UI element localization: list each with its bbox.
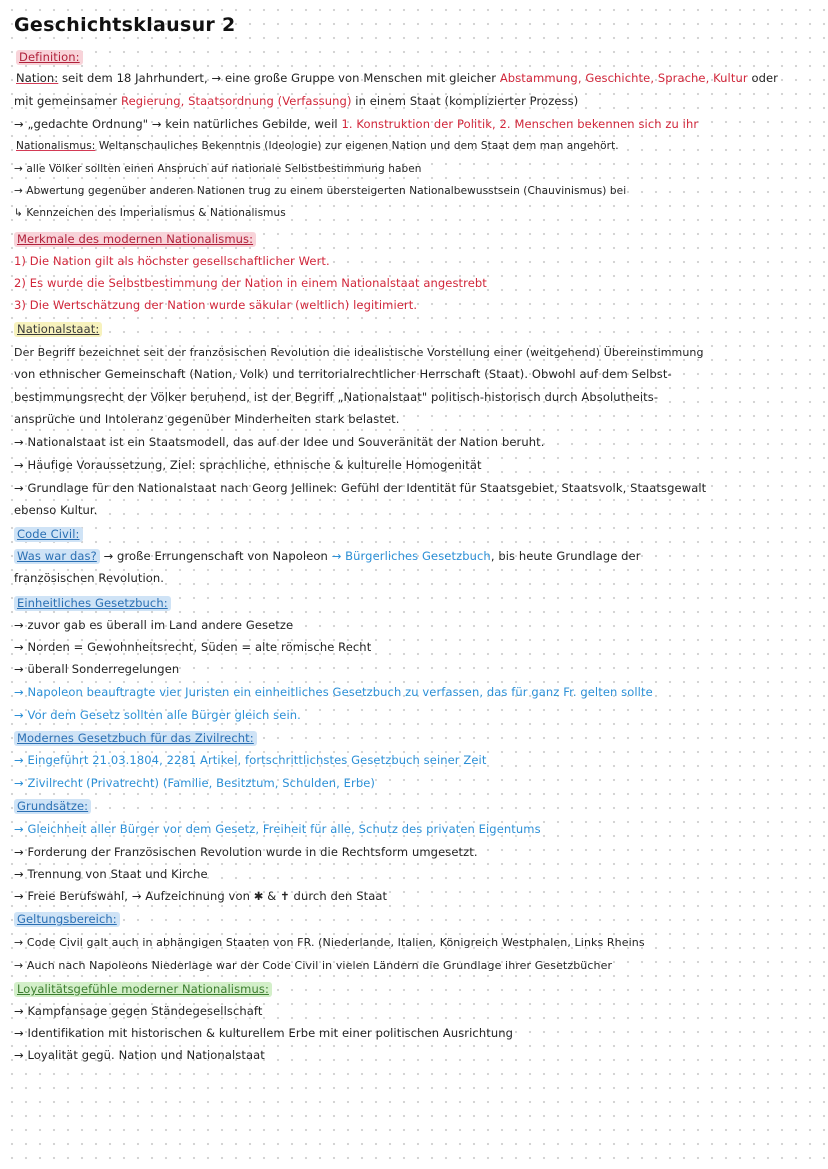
- grundsaetze-heading: Grundsätze:: [14, 799, 91, 814]
- list-item: → Vor dem Gesetz sollten alle Bürger gleich sein.: [14, 708, 301, 722]
- page-title: Geschichtsklausur 2: [14, 14, 236, 36]
- code-civil-question: Was war das? → große Errungenschaft von Napoleon → Bürgerliches Gesetzbuch, bis heute Grundlage der: [14, 549, 641, 564]
- merkmal-item: 1) Die Nation gilt als höchster gesellschaftlicher Wert.: [14, 254, 330, 268]
- nationalismus-label: Nationalismus:: [16, 140, 96, 152]
- list-item: → Kampfansage gegen Ständegesellschaft: [14, 1004, 263, 1018]
- nation-line: Nation: seit dem 18 Jahrhundert, → eine große Gruppe von Menschen mit gleicher Abstammung, Geschichte, Sprache, Kultur oder: [16, 71, 778, 85]
- list-item: → zuvor gab es überall im Land andere Gesetze: [14, 618, 294, 632]
- code-civil-heading: Code Civil:: [14, 527, 83, 542]
- list-item: → überall Sonderregelungen: [14, 662, 180, 676]
- paragraph-line: ansprüche und Intoleranz gegenüber Minderheiten stark belastet.: [14, 412, 400, 426]
- list-item: → Loyalität gegü. Nation und Nationalstaat: [14, 1048, 265, 1062]
- list-item: ↳ Kennzeichen des Imperialismus & Nationalismus: [14, 207, 286, 219]
- list-item: → Eingeführt 21.03.1804, 2281 Artikel, fortschrittlichstes Gesetzbuch seiner Zeit: [14, 753, 487, 767]
- modern-heading: Modernes Gesetzbuch für das Zivilrecht:: [14, 731, 257, 746]
- list-item: → Abwertung gegenüber anderen Nationen trug zu einem übersteigerten Nationalbewusstsein (Chauvinismus) bei: [14, 185, 627, 197]
- list-item: → alle Völker sollten einen Anspruch auf nationale Selbstbestimmung haben: [14, 163, 422, 175]
- merkmale-heading: Merkmale des modernen Nationalismus:: [14, 232, 256, 247]
- nation-label: Nation:: [16, 71, 59, 85]
- nationalstaat-heading: Nationalstaat:: [14, 322, 102, 337]
- list-item: → Freie Berufswahl, → Aufzeichnung von ✱ & ✝ durch den Staat: [14, 889, 388, 903]
- list-item: französischen Revolution.: [14, 571, 165, 585]
- paragraph-line: bestimmungsrecht der Völker beruhend, ist der Begriff „Nationalstaat" politisch-historisch durch Absolutheits-: [14, 390, 659, 404]
- nation-line-3: → „gedachte Ordnung" → kein natürliches Gebilde, weil 1. Konstruktion der Politik, 2. Menschen bekennen sich zu ihr: [14, 117, 699, 131]
- list-item: → Trennung von Staat und Kirche: [14, 867, 208, 881]
- list-item: → Nationalstaat ist ein Staatsmodell, das auf der Idee und Souveränität der Nation beruht.: [14, 435, 545, 449]
- paragraph-line: Der Begriff bezeichnet seit der französischen Revolution die idealistische Vorstellung einer (weitgehend) Übereinstimmung: [14, 346, 704, 359]
- list-item: → Code Civil galt auch in abhängigen Staaten von FR. (Niederlande, Italien, Königreich Westphalen, Links Rheins: [14, 936, 645, 949]
- loyalitaet-heading: Loyalitätsgefühle moderner Nationalismus:: [14, 982, 272, 997]
- definition-heading: Definition:: [16, 50, 83, 65]
- list-item: → Häufige Voraussetzung, Ziel: sprachliche, ethnische & kulturelle Homogenität: [14, 458, 482, 472]
- list-item: → Identifikation mit historischen & kulturellem Erbe mit einer politischen Ausrichtung: [14, 1026, 514, 1040]
- nationalismus-line: Nationalismus: Weltanschauliches Bekenntnis (Ideologie) zur eigenen Nation und dem Staat dem man angehört.: [16, 140, 619, 152]
- list-item: → Napoleon beauftragte vier Juristen ein einheitliches Gesetzbuch zu verfassen, das für ganz Fr. gelten sollte: [14, 685, 653, 699]
- merkmal-item: 3) Die Wertschätzung der Nation wurde säkular (weltlich) legitimiert.: [14, 298, 418, 312]
- list-item: → Zivilrecht (Privatrecht) (Familie, Besitztum, Schulden, Erbe): [14, 776, 376, 790]
- nation-line-2: mit gemeinsamer Regierung, Staatsordnung (Verfassung) in einem Staat (komplizierter Prozess): [14, 94, 579, 108]
- list-item: → Forderung der Französischen Revolution wurde in die Rechtsform umgesetzt.: [14, 845, 478, 859]
- einheitlich-heading: Einheitliches Gesetzbuch:: [14, 596, 171, 611]
- list-item: → Gleichheit aller Bürger vor dem Gesetz, Freiheit für alle, Schutz des privaten Eigentums: [14, 822, 541, 836]
- list-item: → Auch nach Napoleons Niederlage war der Code Civil in vielen Ländern die Grundlage ihrer Gesetzbücher: [14, 959, 613, 972]
- list-item: → Grundlage für den Nationalstaat nach Georg Jellinek: Gefühl der Identität für Staatsgebiet, Staatsvolk, Staatsgewalt: [14, 481, 707, 495]
- paragraph-line: von ethnischer Gemeinschaft (Nation, Volk) und territorialrechtlicher Herrschaft (Staat). Obwohl auf dem Selbst-: [14, 367, 672, 381]
- list-item: ebenso Kultur.: [14, 503, 98, 517]
- question-label: Was war das?: [14, 549, 100, 564]
- merkmal-item: 2) Es wurde die Selbstbestimmung der Nation in einem Nationalstaat angestrebt: [14, 276, 487, 290]
- geltung-heading: Geltungsbereich:: [14, 912, 120, 927]
- list-item: → Norden = Gewohnheitsrecht, Süden = alte römische Recht: [14, 640, 372, 654]
